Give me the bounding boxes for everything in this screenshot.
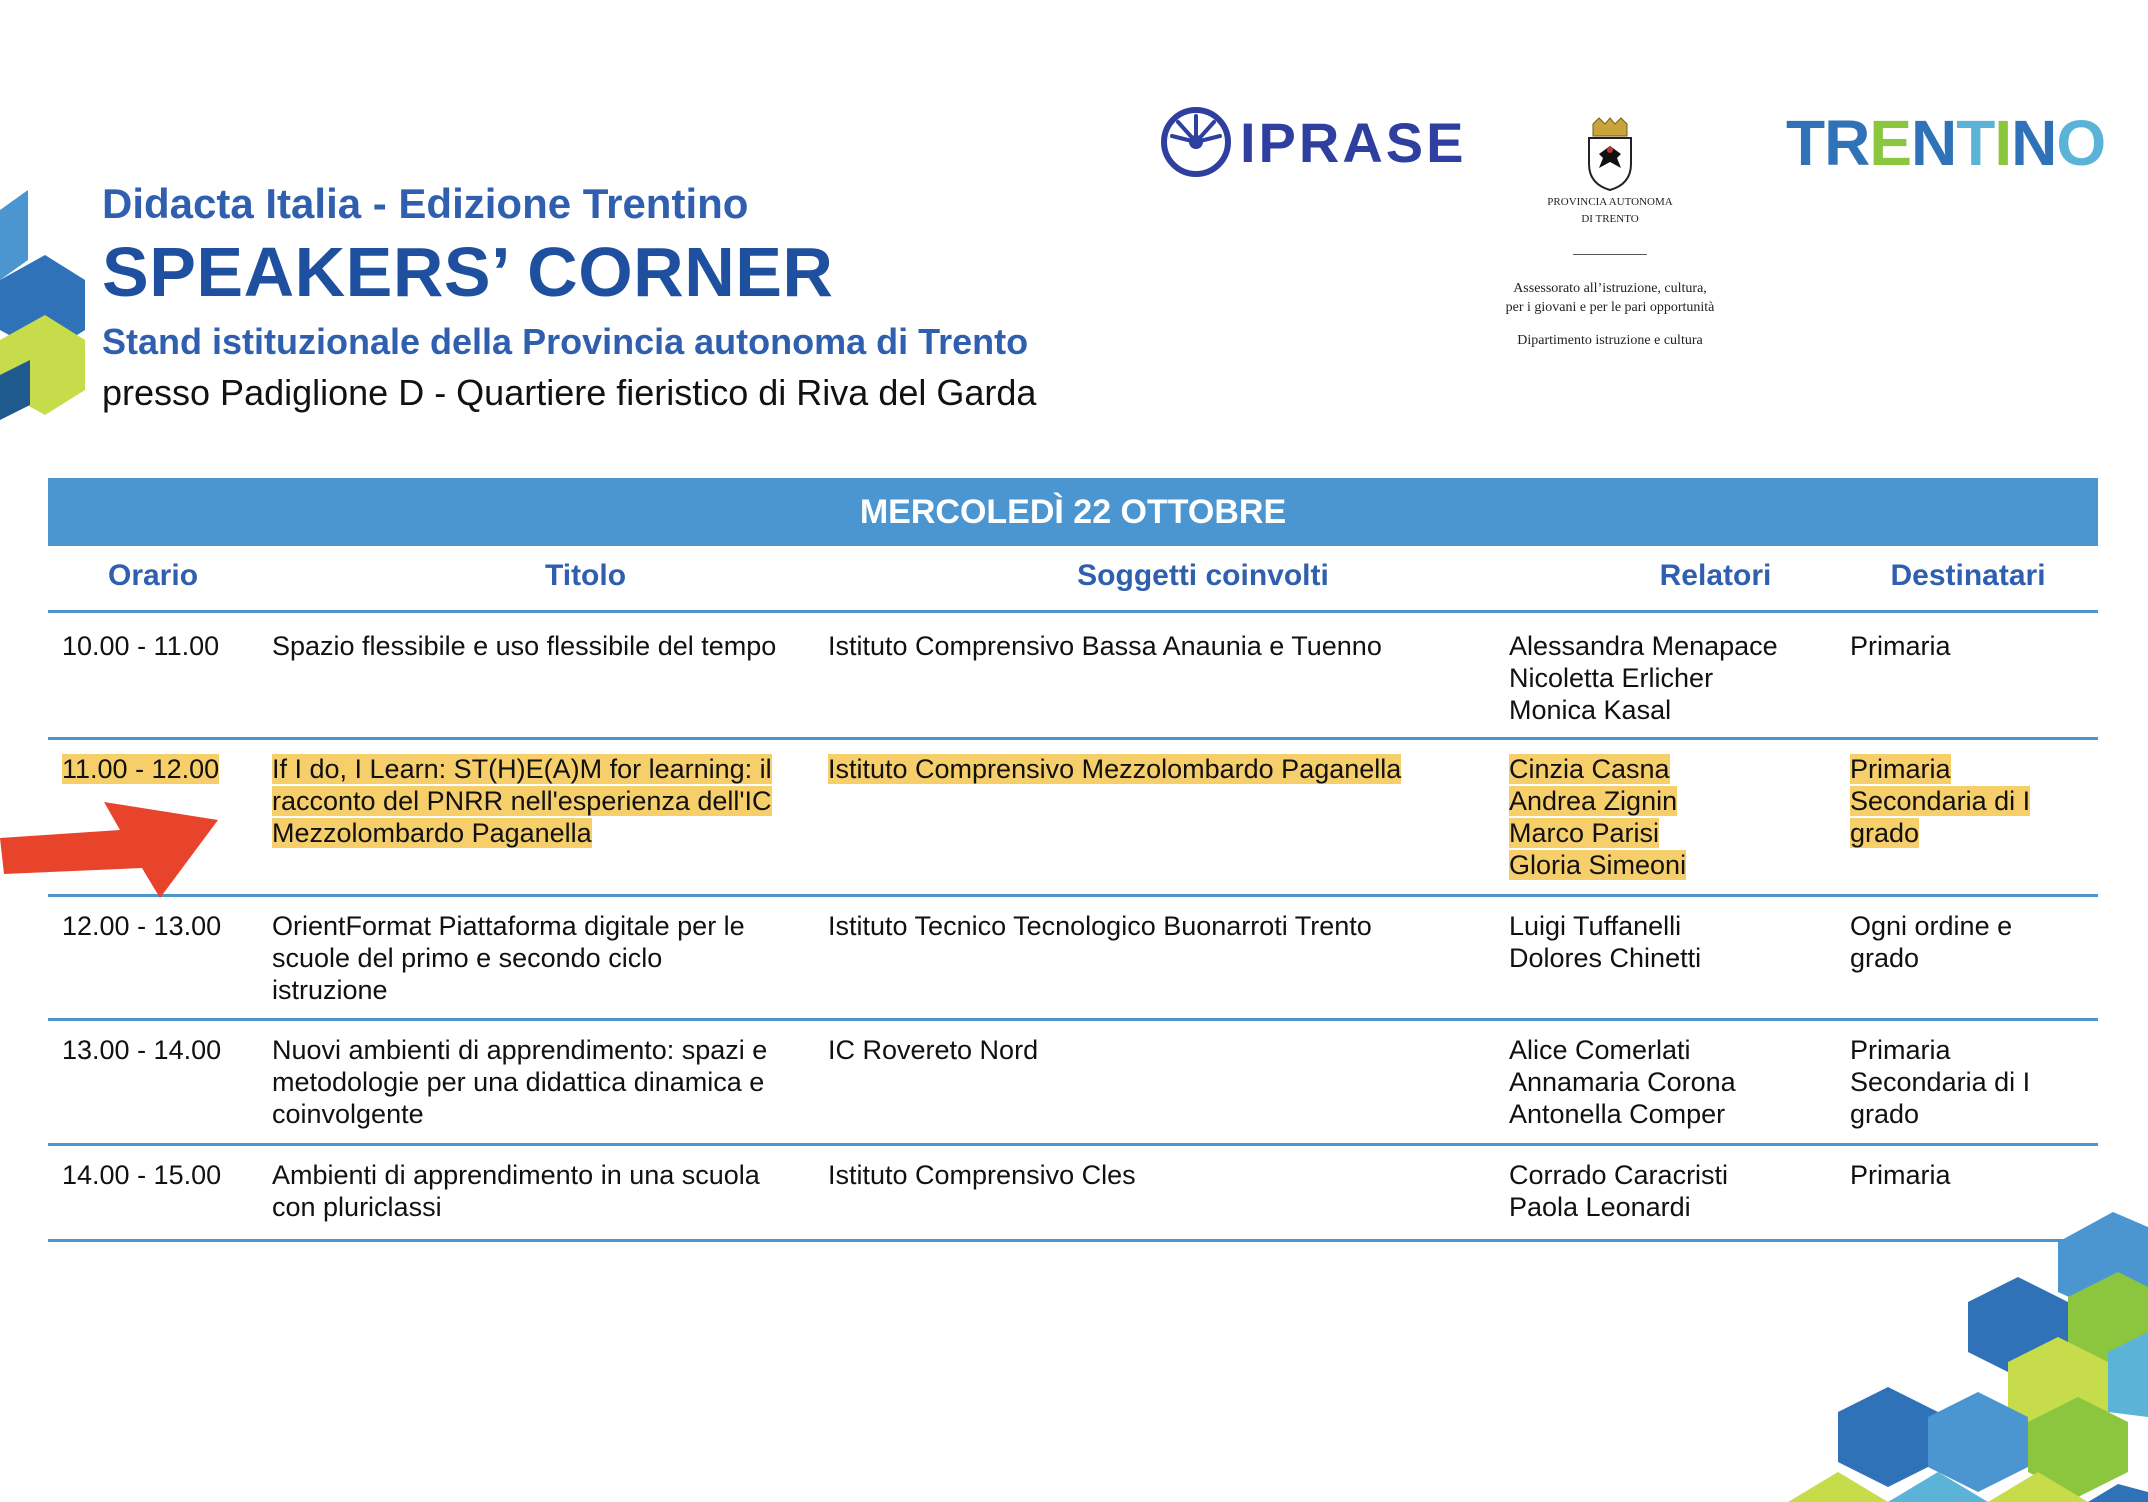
cell-destinatari [1850,753,2030,849]
cell-destinatari-line [1850,942,2012,974]
cell-titolo-text: If I do, I Learn: ST(H)E(A)M for learning: il [272,754,772,784]
cell-titolo-line [272,974,745,1006]
cell-relatori-line [1509,1034,1736,1066]
cell-relatori-line [1509,630,1778,662]
cell-titolo-line [272,1034,767,1066]
cell-orario [62,1159,221,1191]
iprase-logo [1160,106,1467,178]
cell-orario-text: 14.00 - 15.00 [62,1160,222,1190]
table-row [48,614,2098,740]
trentino-logo-letter: T [1956,107,1995,179]
cell-titolo-text: coinvolgente [272,1099,424,1129]
cell-destinatari [1850,630,1951,662]
cell-relatori-text: Antonella Comper [1509,1099,1726,1129]
cell-relatori-text: Corrado Caracristi [1509,1160,1729,1190]
cell-soggetti [828,753,1401,785]
cell-orario-line [62,910,221,942]
cell-relatori-line [1509,817,1686,849]
cell-relatori-text: Alice Comerlati [1509,1035,1691,1065]
iprase-logo-text: IPRASE [1240,110,1467,174]
cell-relatori-line [1509,849,1686,881]
trentino-logo-letter: N [1911,107,1957,179]
cell-orario [62,910,221,942]
cell-destinatari-line [1850,1098,2030,1130]
cell-destinatari-text: Primaria [1850,754,1951,784]
cell-titolo-line [272,817,772,849]
cell-destinatari-text: grado [1850,943,1920,973]
table-row [48,1143,2098,1242]
cell-titolo-text: metodologie per una didattica dinamica e [272,1067,765,1097]
cell-relatori-line [1509,910,1701,942]
cell-relatori-text: Luigi Tuffanelli [1509,911,1682,941]
cell-destinatari-line [1850,1159,1951,1191]
cell-soggetti-text: Istituto Comprensivo Mezzolombardo Paganella [828,754,1402,784]
cell-titolo-line [272,1098,767,1130]
cell-soggetti [828,1159,1136,1191]
cell-soggetti-line [828,910,1372,942]
cell-relatori-text: Andrea Zignin [1509,786,1678,816]
cell-titolo-text: Ambienti di apprendimento in una scuola [272,1160,760,1190]
cell-titolo-line [272,753,772,785]
table-row [48,894,2098,1021]
trentino-logo-letter: R [1824,107,1870,179]
trentino-logo-letter: T [1786,107,1825,179]
cell-titolo-text: Spazio flessibile e uso flessibile del tempo [272,631,777,661]
column-header-soggetti: Soggetti coinvolti [1077,559,1329,592]
cell-relatori-text: Alessandra Menapace [1509,631,1778,661]
column-header-relatori: Relatori [1659,559,1772,592]
cell-relatori-text: Monica Kasal [1509,695,1672,725]
cell-soggetti-text: IC Rovereto Nord [828,1035,1039,1065]
cell-relatori-text: Paola Leonardi [1509,1192,1691,1222]
cell-titolo [272,1034,767,1130]
cell-destinatari-text: Primaria [1850,631,1951,661]
provincia-name-line-2: DI TRENTO [1581,213,1639,225]
cell-titolo-text: Nuovi ambienti di apprendimento: spazi e [272,1035,768,1065]
cell-soggetti-text: Istituto Tecnico Tecnologico Buonarroti Trento [828,911,1372,941]
page-header [102,178,1036,418]
cell-soggetti [828,1034,1038,1066]
cell-orario-line [62,1159,221,1191]
cell-destinatari-line [1850,817,2030,849]
trentino-logo-letter: I [1994,107,2012,179]
red-arrow-icon [0,800,230,900]
cell-orario-line [62,753,219,785]
cell-relatori-text: Cinzia Casna [1509,754,1670,784]
cell-titolo [272,753,772,849]
cell-destinatari [1850,1159,1951,1191]
cell-destinatari-text: Ogni ordine e [1850,911,2013,941]
iprase-logo-icon [1160,106,1232,178]
table-row [48,737,2098,897]
trentino-logo-letter: E [1869,107,1911,179]
cell-destinatari-text: Primaria [1850,1035,1951,1065]
cell-destinatari-line [1850,630,1951,662]
page-title: SPEAKERS’ CORNER [102,233,834,311]
assessorato-line-1: Assessorato all’istruzione, cultura, [1513,281,1707,296]
cell-destinatari-line [1850,785,2030,817]
cell-titolo-text: OrientFormat Piattaforma digitale per le [272,911,745,941]
cell-orario-text: 11.00 - 12.00 [62,754,220,784]
trentino-logo-letter: O [2056,107,2106,179]
dipartimento-line: Dipartimento istruzione e cultura [1517,333,1703,348]
logo-divider [1573,254,1647,255]
cell-relatori [1509,1159,1728,1223]
cell-soggetti-line [828,630,1382,662]
cell-destinatari-line [1850,1066,2030,1098]
cell-relatori [1509,630,1778,726]
cell-relatori-line [1509,753,1686,785]
cell-orario [62,1034,221,1066]
cell-relatori-line [1509,1159,1728,1191]
cell-orario [62,630,219,662]
cell-relatori-line [1509,785,1686,817]
cell-soggetti-text: Istituto Comprensivo Bassa Anaunia e Tuenno [828,631,1382,661]
cell-soggetti [828,910,1372,942]
cell-relatori-text: Annamaria Corona [1509,1067,1736,1097]
cell-titolo-line [272,1159,760,1191]
cell-soggetti-line [828,1159,1136,1191]
cell-titolo-line [272,630,776,662]
cell-titolo-text: Mezzolombardo Paganella [272,818,592,848]
assessorato-line-2: per i giovani e per le pari opportunità [1505,300,1715,315]
cell-orario-line [62,630,219,662]
cell-orario-line [62,1034,221,1066]
cell-relatori-line [1509,1191,1728,1223]
provincia-trento-logo [1440,116,1780,350]
cell-destinatari-text: grado [1850,818,1920,848]
cell-destinatari [1850,1034,2030,1130]
cell-titolo-line [272,1066,767,1098]
cell-titolo-text: racconto del PNRR nell'esperienza dell'IC [272,786,772,816]
cell-orario-text: 10.00 - 11.00 [62,631,220,661]
cell-relatori-line [1509,1066,1736,1098]
cell-relatori [1509,1034,1736,1130]
column-header-titolo: Titolo [544,559,627,592]
column-header-destinatari: Destinatari [1890,559,2046,592]
table-header [48,550,2098,613]
cell-titolo-text: con pluriclassi [272,1192,442,1222]
cell-relatori-text: Dolores Chinetti [1509,943,1702,973]
cell-relatori-line [1509,662,1778,694]
day-header-bar: MERCOLEDÌ 22 OTTOBRE [48,478,2098,546]
cell-destinatari-text: Primaria [1850,1160,1951,1190]
cell-titolo [272,630,776,662]
cell-relatori-text: Gloria Simeoni [1509,850,1687,880]
decorative-hexagons-right [1728,1202,2148,1502]
cell-titolo-text: scuole del primo e secondo ciclo [272,943,663,973]
cell-orario [62,753,219,785]
cell-relatori-text: Nicoletta Erlicher [1509,663,1714,693]
cell-titolo-line [272,1191,760,1223]
cell-titolo-line [272,910,745,942]
cell-titolo-text: istruzione [272,975,388,1005]
decorative-hexagons-left [0,190,90,420]
cell-soggetti-line [828,1034,1038,1066]
cell-relatori-line [1509,1098,1736,1130]
cell-relatori [1509,910,1701,974]
cell-relatori-line [1509,942,1701,974]
trentino-logo [1786,108,2105,178]
cell-relatori-text: Marco Parisi [1509,818,1660,848]
cell-destinatari-text: Secondaria di I [1850,786,2031,816]
trentino-logo-letter: N [2011,107,2057,179]
cell-relatori-line [1509,694,1778,726]
cell-soggetti [828,630,1382,662]
cell-titolo-line [272,785,772,817]
cell-titolo [272,1159,760,1223]
cell-orario-text: 13.00 - 14.00 [62,1035,222,1065]
cell-soggetti-text: Istituto Comprensivo Cles [828,1160,1136,1190]
event-title: Didacta Italia - Edizione Trentino [102,180,749,227]
cell-titolo-line [272,942,745,974]
crest-icon [1581,116,1639,192]
cell-titolo [272,910,745,1006]
column-header-orario: Orario [107,559,199,592]
stand-subtitle: Stand istituzionale della Provincia autonoma di Trento [102,321,1029,362]
cell-relatori [1509,753,1686,881]
cell-destinatari [1850,910,2012,974]
cell-destinatari-text: Secondaria di I [1850,1067,2031,1097]
cell-soggetti-line [828,753,1401,785]
cell-destinatari-text: grado [1850,1099,1920,1129]
location-subtitle: presso Padiglione D - Quartiere fieristico di Riva del Garda [102,372,1037,413]
table-row [48,1018,2098,1146]
provincia-name-line-1: PROVINCIA AUTONOMA [1547,196,1673,208]
cell-destinatari-line [1850,910,2012,942]
cell-destinatari-line [1850,753,2030,785]
cell-orario-text: 12.00 - 13.00 [62,911,222,941]
cell-destinatari-line [1850,1034,2030,1066]
